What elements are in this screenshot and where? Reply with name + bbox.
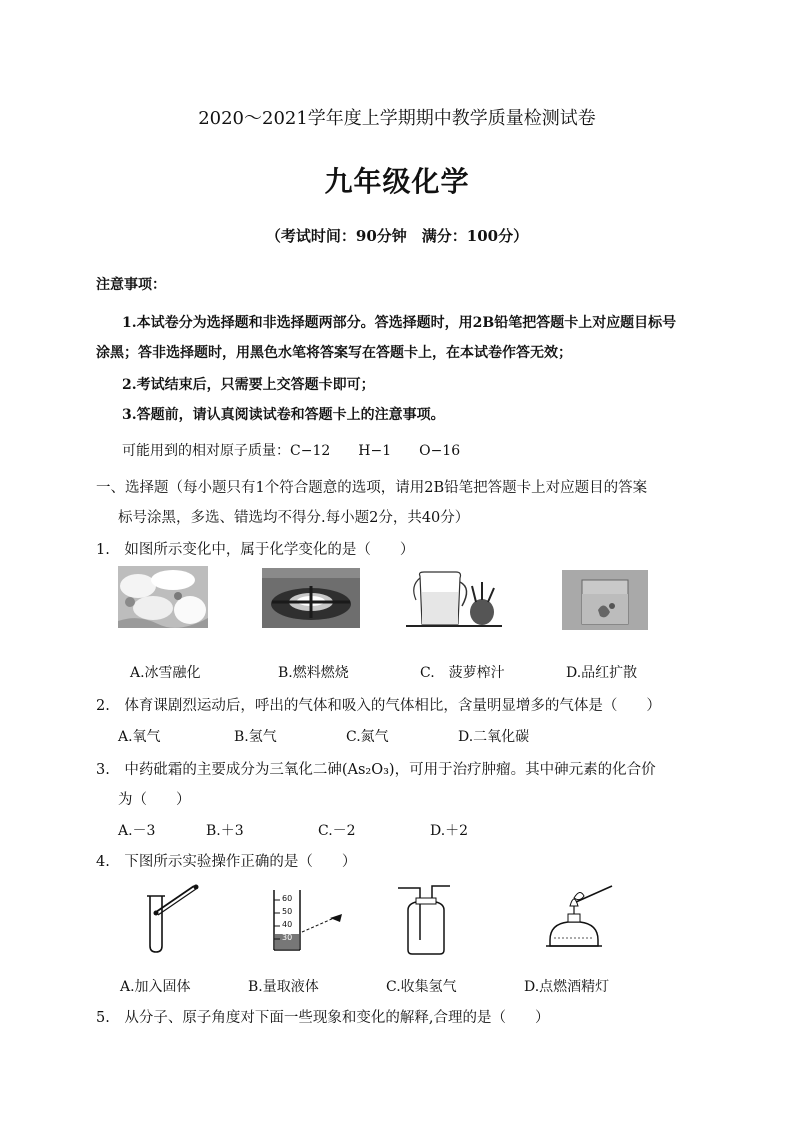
exam-info: （考试时间：90分钟 满分：100分）: [265, 227, 529, 245]
q3-option-c: C.－2: [318, 823, 356, 839]
q2-option-b: B.氢气: [234, 729, 277, 745]
cylinder-tick-60: 60: [282, 894, 293, 903]
graduated-cylinder-diagram: [270, 888, 350, 952]
cylinder-tick-30: 30: [282, 933, 293, 942]
notice-line-1a: 1.本试卷分为选择题和非选择题两部分。答选择题时，用2B铅笔把答题卡上对应题目标号: [122, 315, 677, 331]
q3-option-b: B.＋3: [206, 823, 244, 839]
q2-option-c: C.氮气: [346, 729, 389, 745]
q4-option-c: C.收集氢气: [386, 979, 457, 995]
notice-line-1b: 涂黑；答非选择题时，用黑色水笔将答案写在答题卡上，在本试卷作答无效；: [96, 345, 572, 361]
notice-line-3: 3.答题前，请认真阅读试卷和答题卡上的注意事项。: [122, 407, 445, 423]
question-1-stem: 1. 如图所示变化中，属于化学变化的是（ ）: [96, 542, 415, 558]
exam-header: 2020～2021学年度上学期期中教学质量检测试卷: [198, 108, 596, 129]
beaker-diffusion-image: [562, 570, 648, 630]
q4-option-d: D.点燃酒精灯: [524, 979, 610, 995]
notice-line-2: 2.考试结束后，只需要上交答题卡即可；: [122, 377, 375, 393]
q1-option-b: B.燃料燃烧: [278, 665, 349, 681]
gas-collection-bottle-diagram: [396, 880, 456, 956]
question-2-stem: 2. 体育课剧烈运动后，呼出的气体和吸入的气体相比，含量明显增多的气体是（ ）: [96, 698, 661, 714]
pineapple-juice-image: [406, 566, 502, 630]
page-title: 九年级化学: [324, 165, 470, 198]
q3-option-d: D.＋2: [430, 823, 469, 839]
cylinder-tick-50: 50: [282, 907, 293, 916]
q2-option-d: D.二氧化碳: [458, 729, 530, 745]
question-5-stem: 5. 从分子、原子角度对下面一些现象和变化的解释,合理的是（ ）: [96, 1010, 550, 1026]
notice-heading: 注意事项：: [96, 277, 166, 293]
cylinder-tick-40: 40: [282, 920, 293, 929]
gas-stove-image: [262, 568, 360, 628]
q4-option-b: B.量取液体: [248, 979, 319, 995]
atomic-mass: 可能用到的相对原子质量：C−12 H−1 O−16: [122, 443, 461, 459]
q3-option-a: A.－3: [118, 823, 156, 839]
alcohol-lamp-diagram: [540, 880, 620, 956]
q4-option-a: A.加入固体: [120, 979, 191, 995]
question-4-stem: 4. 下图所示实验操作正确的是（ ）: [96, 854, 357, 870]
q1-option-a: A.冰雪融化: [130, 665, 201, 681]
q1-option-c: C. 菠萝榨汁: [420, 665, 505, 681]
section-1-title-line-2: 标号涂黑，多选、错选均不得分.每小题2分，共40分）: [118, 510, 470, 526]
question-3-stem-line-1: 3. 中药砒霜的主要成分为三氧化二砷(As₂O₃)，可用于治疗肿瘤。其中砷元素的化合价: [96, 762, 656, 778]
melting-snow-image: [118, 566, 208, 628]
q1-option-d: D.品红扩散: [566, 665, 638, 681]
test-tube-solid-diagram: [140, 882, 210, 954]
q2-option-a: A.氧气: [118, 729, 161, 745]
section-1-title-line-1: 一、选择题（每小题只有1个符合题意的选项，请用2B铅笔把答题卡上对应题目的答案: [96, 480, 648, 496]
question-3-stem-line-2: 为（ ）: [118, 792, 191, 808]
